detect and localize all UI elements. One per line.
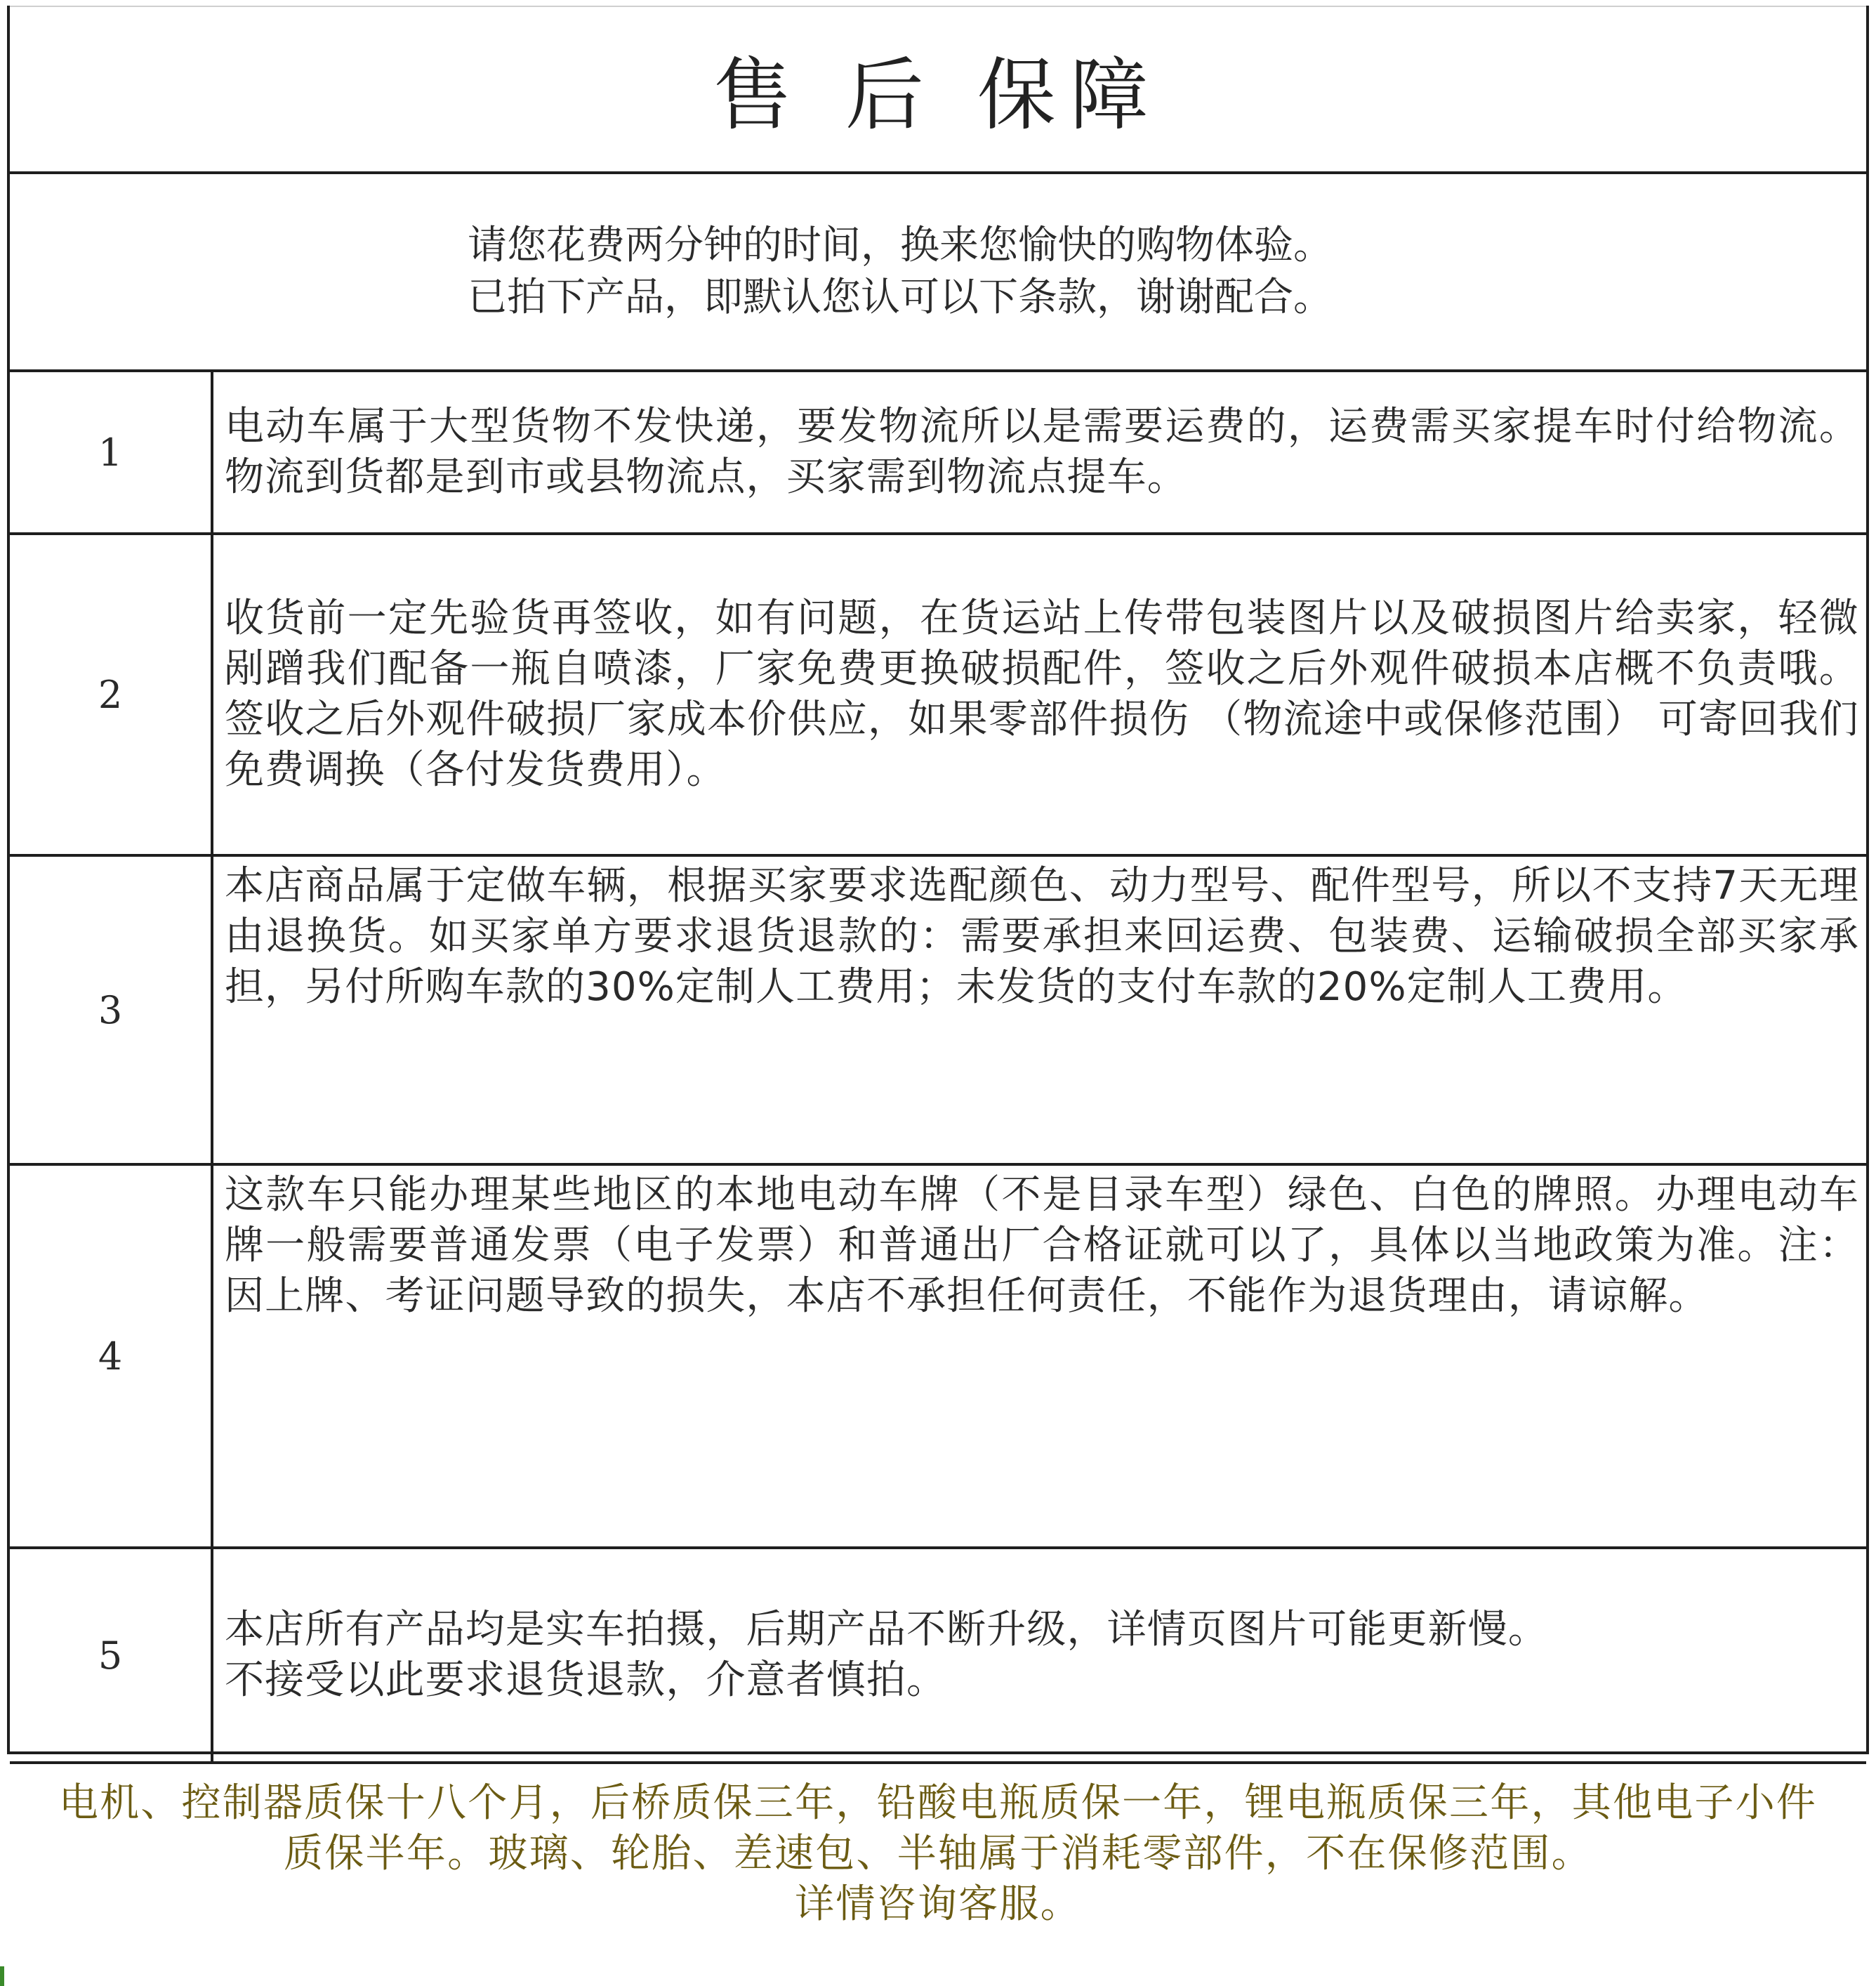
warranty-line-1: 电机、控制器质保十八个月，后桥质保三年，铅酸电瓶质保一年，锂电瓶质保三年，其他电子小件: [58, 1780, 1818, 1826]
term-number: 4: [10, 1166, 213, 1546]
term-row-2: [10, 535, 1866, 857]
term-row-4: [10, 1166, 1866, 1549]
term-text-content: 电动车属于大型货物不发快递，要发物流所以是需要运费的，运费需买家提车时付给物流。物流到货都是到市或县物流点，买家需到物流点提车。: [225, 404, 1859, 500]
term-row-3: [10, 857, 1866, 1166]
intro-row: [10, 174, 1866, 372]
term-number: 1: [10, 372, 213, 532]
warranty-note: [7, 1756, 1869, 1952]
edge-mark: [0, 1966, 4, 1986]
title-row: [10, 6, 1866, 174]
page-title: 售 后 保障: [713, 49, 1163, 141]
term-text-line-2: 不接受以此要求退货退款，介意者慎拍。: [225, 1657, 947, 1703]
after-sales-table: [7, 6, 1869, 1754]
terms-list: [10, 372, 1866, 1764]
term-text: [213, 1549, 1866, 1761]
term-text-content: 收货前一定先验货再签收，如有问题，在货运站上传带包装图片以及破损图片给卖家，轻微剐蹭我们配备一瓶自喷漆，厂家免费更换破损配件，签收之后外观件破损本店概不负责哦。签收之后外观件破损厂家成本价供应，如果零部件损伤 （物流途中或保修范围） 可寄回我们免费调换（各付发货费用）。: [225, 596, 1859, 793]
term-number: 5: [10, 1549, 213, 1761]
term-text: [213, 372, 1866, 532]
term-number: 2: [10, 535, 213, 854]
warranty-line-2: 质保半年。玻璃、轮胎、差速包、半轴属于消耗零部件，不在保修范围。: [284, 1831, 1592, 1876]
intro-line-1: 请您花费两分钟的时间，换来您愉快的购物体验。: [468, 223, 1333, 268]
term-row-5: [10, 1549, 1866, 1764]
term-text-line-1: 本店所有产品均是实车拍摄，后期产品不断升级，详情页图片可能更新慢。: [225, 1607, 1548, 1652]
term-text: [213, 535, 1866, 854]
intro-line-2: 已拍下产品，即默认您认可以下条款，谢谢配合。: [468, 275, 1333, 320]
term-row-1: [10, 372, 1866, 535]
warranty-line-3: 详情咨询客服。: [795, 1881, 1081, 1927]
term-number: 3: [10, 857, 213, 1163]
term-text: 这款车只能办理某些地区的本地电动车牌（不是目录车型）绿色、白色的牌照。办理电动车牌一般需要普通发票（电子发票）和普通出厂合格证就可以了，具体以当地政策为准。注：因上牌、考证问题导致的损失，本店不承担任何责任，不能作为退货理由，请谅解。: [225, 1172, 1859, 1319]
term-text: 本店商品属于定做车辆，根据买家要求选配颜色、动力型号、配件型号，所以不支持7天无理由退换货。如买家单方要求退货退款的：需要承担来回运费、包装费、运输破损全部买家承担，另付所购车款的30%定制人工费用；未发货的支付车款的20%定制人工费用。: [225, 863, 1859, 1010]
